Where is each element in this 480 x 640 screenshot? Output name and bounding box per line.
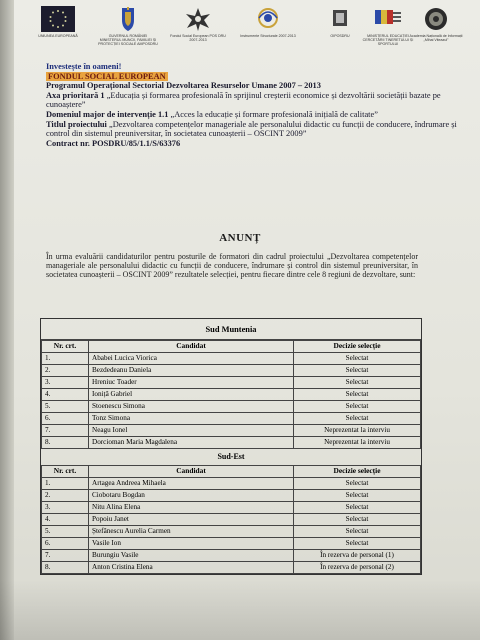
selection-decision: Selectat — [294, 413, 421, 425]
selection-decision: Selectat — [294, 538, 421, 550]
region-title-sud-est: Sud-Est — [42, 449, 421, 466]
candidate-name: Ababei Lucica Viorica — [89, 353, 294, 365]
col-decizie-header: Decizie selecție — [294, 466, 421, 478]
candidate-name: Stoenescu Simona — [89, 401, 294, 413]
university-icon — [323, 6, 357, 32]
col-candidat-header: Candidat — [89, 341, 294, 353]
table-row — [42, 377, 421, 389]
selection-decision: Selectat — [294, 478, 421, 490]
row-number: 7. — [42, 550, 89, 562]
selection-decision: Neprezentat la interviu — [294, 437, 421, 449]
selection-decision: Selectat — [294, 490, 421, 502]
seal-logo — [406, 6, 466, 42]
row-number: 6. — [42, 538, 89, 550]
candidate-name: Ștefănescu Aurelia Carmen — [89, 526, 294, 538]
row-number: 4. — [42, 389, 89, 401]
table-row — [42, 514, 421, 526]
row-number: 4. — [42, 514, 89, 526]
row-number: 2. — [42, 490, 89, 502]
slogan: Investește în oameni! — [46, 62, 122, 71]
selection-decision: Selectat — [294, 365, 421, 377]
project-header — [46, 62, 466, 148]
seal-icon — [419, 6, 453, 32]
table-row — [42, 425, 421, 437]
logo-caption: Fondul Social European POS DRU 2007-2013 — [170, 34, 226, 43]
table-row — [42, 526, 421, 538]
selection-decision: În rezerva de personal (2) — [294, 562, 421, 574]
titlu-text: „Dezvoltarea competențelor manageriale ale personalului didactic cu funcții de conducere, îndrumare și control din sistemul preuniversitar, în societatea cunoașterii – OSCINT 2009” — [46, 119, 457, 139]
selection-decision: Selectat — [294, 389, 421, 401]
ro-crest-logo — [98, 6, 158, 47]
row-number: 8. — [42, 437, 89, 449]
crest-icon — [119, 6, 137, 32]
selection-decision: Selectat — [294, 502, 421, 514]
table-row — [42, 490, 421, 502]
table-header-row — [42, 466, 421, 478]
table-row — [42, 353, 421, 365]
row-number: 3. — [42, 377, 89, 389]
row-number: 5. — [42, 526, 89, 538]
selection-decision: În rezerva de personal (1) — [294, 550, 421, 562]
candidate-name: Burungiu Vasile — [89, 550, 294, 562]
eu-flag-icon — [41, 6, 75, 32]
candidate-name: Artagea Andreea Mihaela — [89, 478, 294, 490]
logo-caption: Academia Națională de Informații „Mihai Viteazul” — [409, 34, 463, 43]
row-number: 6. — [42, 413, 89, 425]
table-row — [42, 401, 421, 413]
table-row — [42, 562, 421, 574]
region-separator — [42, 449, 421, 466]
axa-label: Axa prioritară 1 — [46, 90, 105, 100]
selection-decision: Neprezentat la interviu — [294, 425, 421, 437]
selection-decision: Selectat — [294, 526, 421, 538]
col-decizie-header: Decizie selecție — [294, 341, 421, 353]
candidate-name: Anton Cristina Elena — [89, 562, 294, 574]
row-number: 2. — [42, 365, 89, 377]
titlu-label: Titlul proiectului — [46, 119, 107, 129]
domeniu-text: „Acces la educație și formare profesională inițială de calitate” — [170, 109, 378, 119]
announcement-title: ANUNȚ — [219, 232, 261, 244]
sfe-logo — [168, 6, 228, 42]
candidate-name: Ciobotaru Bogdan — [89, 490, 294, 502]
logo-caption: MINISTERUL EDUCAȚIEI CERCETĂRII TINERETULUI ȘI SPORTULUI — [362, 34, 414, 47]
eu-flag-logo — [28, 6, 88, 38]
domeniu-label: Domeniul major de intervenție 1.1 — [46, 109, 169, 119]
table-row — [42, 437, 421, 449]
table-row — [42, 413, 421, 425]
logo-caption: UNIUNEA EUROPEANĂ — [38, 34, 78, 38]
table-row — [42, 478, 421, 490]
col-nr-header: Nr. crt. — [42, 341, 89, 353]
row-number: 1. — [42, 478, 89, 490]
photo-shadow — [0, 580, 480, 640]
candidate-name: Neagu Ionel — [89, 425, 294, 437]
table-row — [42, 550, 421, 562]
region-table-sud-muntenia — [41, 340, 421, 574]
col-nr-header: Nr. crt. — [42, 466, 89, 478]
candidate-name: Tonz Simona — [89, 413, 294, 425]
table-header-row — [42, 341, 421, 353]
fund-name: FONDUL SOCIAL EUROPEAN — [48, 71, 166, 81]
candidate-name: Dorcioman Maria Magdalena — [89, 437, 294, 449]
structural-instruments-icon — [251, 6, 285, 32]
region-title-sud-muntenia: Sud Muntenia — [41, 319, 421, 340]
program-name: Programul Operațional Sectorial Dezvoltarea Resurselor Umane 2007 – 2013 — [46, 81, 321, 91]
row-number: 1. — [42, 353, 89, 365]
results-table — [40, 318, 422, 575]
candidate-name: Vasile Ion — [89, 538, 294, 550]
ministry-flag-icon — [371, 6, 405, 32]
logo-caption: OIPOSDRU — [330, 34, 350, 38]
intro-paragraph: În urma evaluării candidaturilor pentru posturile de formatori din cadrul proiectului „Dezvoltarea competențelor manageriale ale personalului didactic cu funcții de conducere, îndrumare și control din sistemul preuniversitar, în societatea cunoașterii – OSCINT 2009” rezultatele selecției, pentru fiecare dintre cele 8 regiuni de dezvoltare, sunt: — [46, 252, 418, 280]
row-number: 8. — [42, 562, 89, 574]
table-row — [42, 365, 421, 377]
selection-decision: Selectat — [294, 401, 421, 413]
selection-decision: Selectat — [294, 514, 421, 526]
candidate-name: Ioniță Gabriel — [89, 389, 294, 401]
axa-text: „Educația și formarea profesională în sprijinul creșterii economice și dezvoltării societății bazate pe cunoaștere” — [46, 90, 441, 110]
table-row — [42, 502, 421, 514]
is-logo — [238, 6, 298, 38]
row-number: 5. — [42, 401, 89, 413]
candidate-name: Hreniuc Toader — [89, 377, 294, 389]
page-edge-shadow — [0, 0, 14, 640]
candidate-name: Popoiu Janet — [89, 514, 294, 526]
candidate-name: Bezdedeanu Daniela — [89, 365, 294, 377]
logo-caption: GUVERNUL ROMÂNIEI MINISTERUL MUNCII, FAMILIEI ȘI PROTECȚIEI SOCIALE AMPOSDRU — [98, 34, 158, 47]
contract-number: Contract nr. POSDRU/85/1.1/S/63376 — [46, 138, 181, 148]
logos-row — [28, 6, 463, 60]
table-row — [42, 538, 421, 550]
col-candidat-header: Candidat — [89, 466, 294, 478]
row-number: 3. — [42, 502, 89, 514]
candidate-name: Nitu Alina Elena — [89, 502, 294, 514]
table-row — [42, 389, 421, 401]
row-number: 7. — [42, 425, 89, 437]
selection-decision: Selectat — [294, 353, 421, 365]
selection-decision: Selectat — [294, 377, 421, 389]
star-burst-icon — [178, 6, 218, 32]
logo-caption: Instrumente Structurale 2007-2013 — [240, 34, 296, 38]
